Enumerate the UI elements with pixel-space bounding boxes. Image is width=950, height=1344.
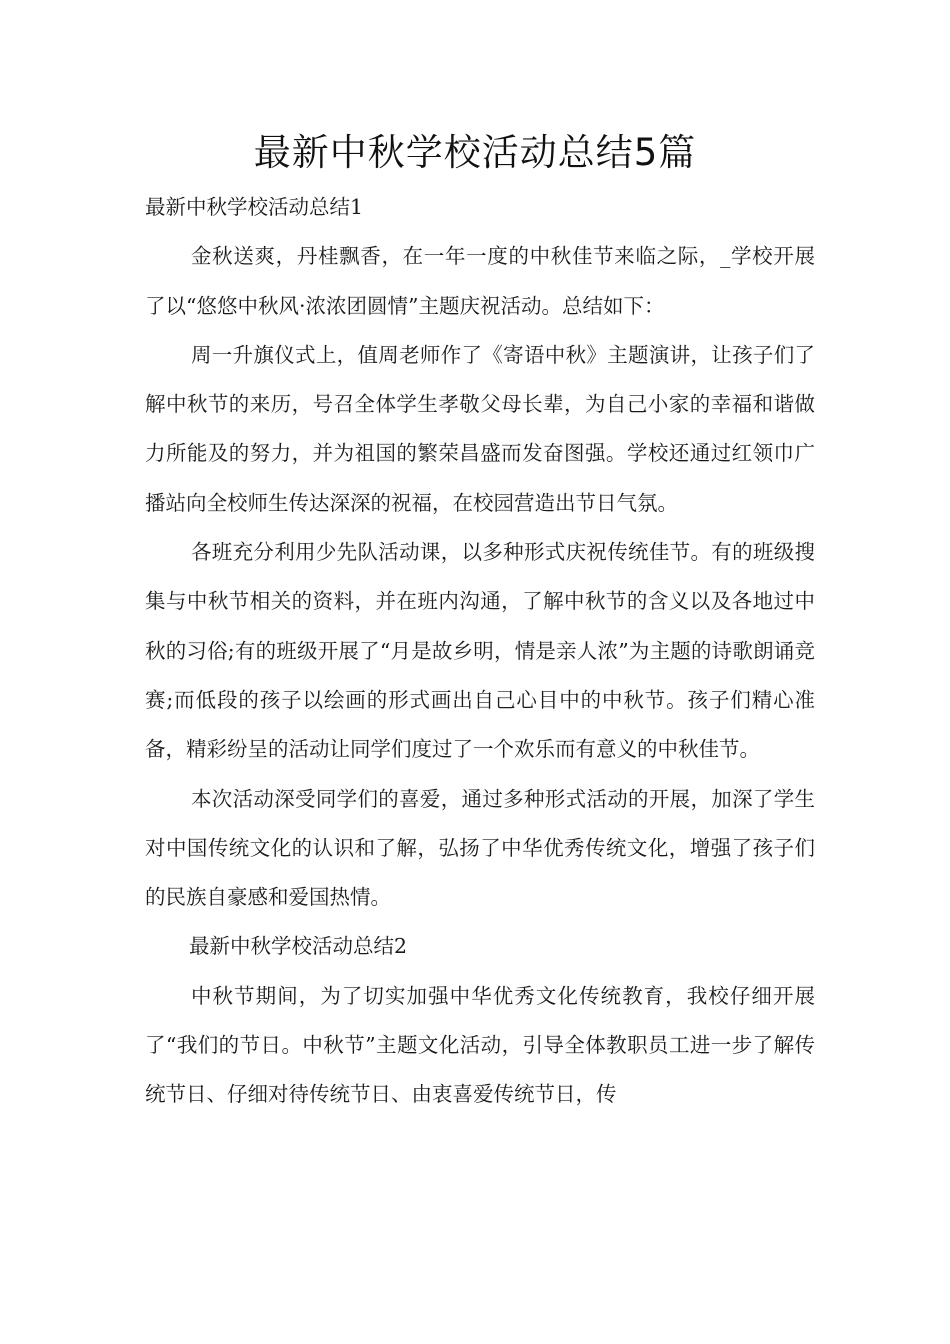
paragraph: 各班充分利用少先队活动课，以多种形式庆祝传统佳节。有的班级搜集与中秋节相关的资料，并在班内沟通，了解中秋节的含义以及各地过中秋的习俗;有的班级开展了“月是故乡明，情是亲人浓”为主题的诗歌朗诵竞赛;而低段的孩子以绘画的形式画出自己心目中的中秋节。孩子们精心准备，精彩纷呈的活动让同学们度过了一个欢乐而有意义的中秋佳节。 xyxy=(145,540,815,762)
paragraph: 金秋送爽，丹桂飘香，在一年一度的中秋佳节来临之际，_学校开展了以“悠悠中秋风·浓浓团圆情”主题庆祝活动。总结如下： xyxy=(145,244,815,318)
paragraph: 周一升旗仪式上，值周老师作了《寄语中秋》主题演讲，让孩子们了解中秋节的来历，号召全体学生孝敬父母长辈，为自己小家的幸福和谐做力所能及的努力，并为祖国的繁荣昌盛而发奋图强。学校还通过红领巾广播站向全校师生传达深深的祝福，在校园营造出节日气氛。 xyxy=(145,342,815,515)
paragraph: 中秋节期间，为了切实加强中华优秀文化传统教育，我校仔细开展了“我们的节日。中秋节”主题文化活动，引导全体教职员工进一步了解传统节日、仔细对待传统节日、由衷喜爱传统节日，传 xyxy=(145,983,815,1107)
document-title: 最新中秋学校活动总结5篇 xyxy=(253,131,697,174)
document-body xyxy=(145,183,815,1120)
paragraph: 本次活动深受同学们的喜爱，通过多种形式活动的开展，加深了学生对中国传统文化的认识和了解，弘扬了中华优秀传统文化，增强了孩子们的民族自豪感和爱国热情。 xyxy=(145,786,815,910)
section-heading-1: 最新中秋学校活动总结1 xyxy=(145,195,364,219)
section-heading-2: 最新中秋学校活动总结2 xyxy=(189,934,408,959)
